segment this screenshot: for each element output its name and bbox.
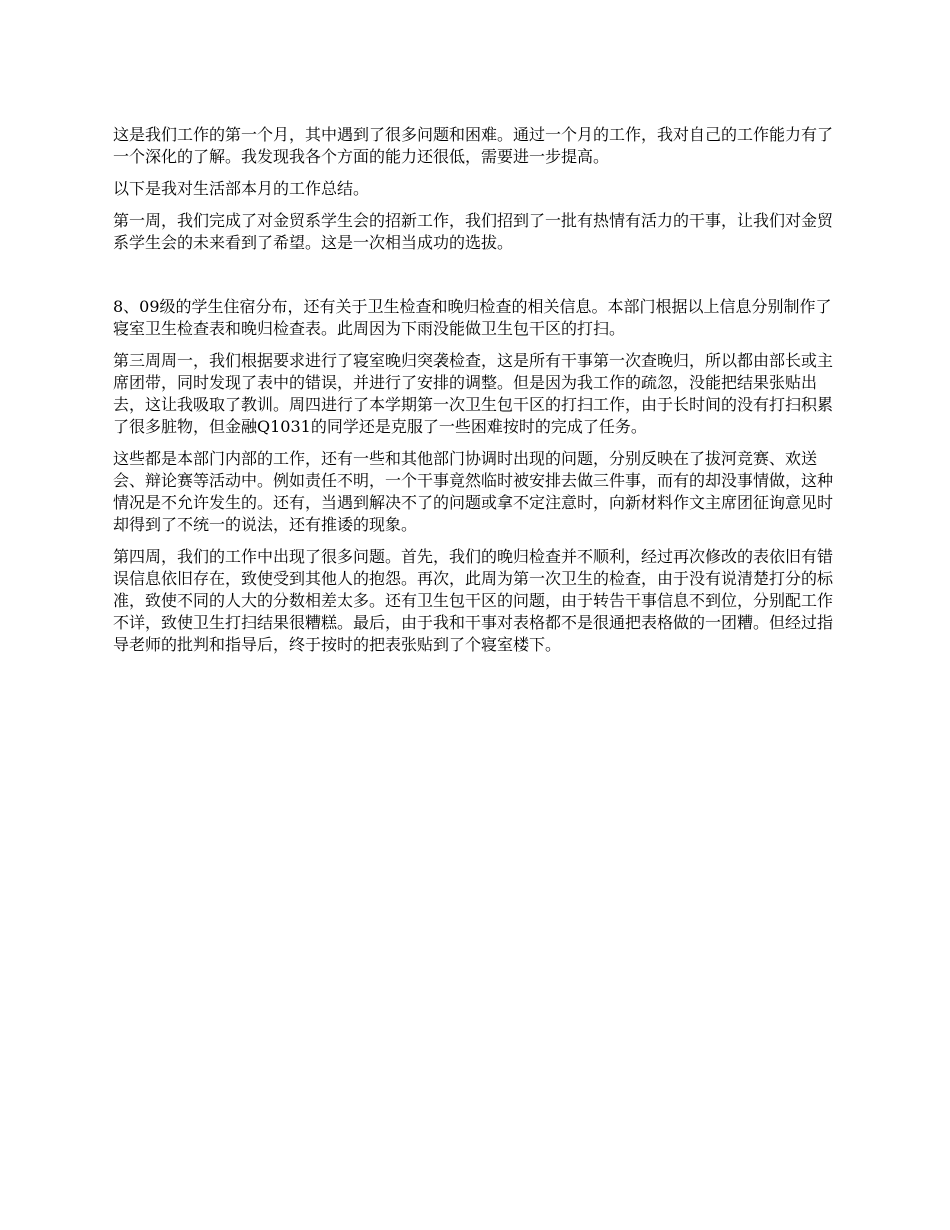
- document-body: [113, 124, 839, 666]
- paragraph-summary-lead: 以下是我对生活部本月的工作总结。: [113, 179, 370, 198]
- paragraph-coordination-issues: 这些都是本部门内部的工作，还有一些和其他部门协调时出现的问题，分别反映在了拔河竞赛、欢送会、辩论赛等活动中。例如责任不明，一个干事竟然临时被安排去做三件事，而有的却没事情做，这种情况是不允许发生的。还有，当遇到解决不了的问题或拿不定注意时，向新材料作文主席团征询意见时却得到了不统一的说法，还有推诿的现象。: [113, 449, 834, 534]
- paragraph-intro: 这是我们工作的第一个月，其中遇到了很多问题和困难。通过一个月的工作，我对自己的工作能力有了一个深化的了解。我发现我各个方面的能力还很低，需要进一步提高。: [113, 125, 834, 166]
- paragraph-week-three: 第三周周一，我们根据要求进行了寝室晚归突袭检查，这是所有干事第一次查晚归，所以都由部长或主席团带，同时发现了表中的错误，并进行了安排的调整。但是因为我工作的疏忽，没能把结果张贴出去，这让我吸取了教训。周四进行了本学期第一次卫生包干区的打扫工作，由于长时间的没有打扫积累了很多脏物，但金融Q1031的同学还是克服了一些困难按时的完成了任务。: [113, 351, 834, 436]
- paragraph-week-one: 第一周，我们完成了对金贸系学生会的招新工作，我们招到了一批有热情有活力的干事，让我们对金贸系学生会的未来看到了希望。这是一次相当成功的选拔。: [113, 211, 834, 252]
- paragraph-dormitory-info: 8、09级的学生住宿分布，还有关于卫生检查和晚归检查的相关信息。本部门根据以上信息分别制作了寝室卫生检查表和晚归检查表。此周因为下雨没能做卫生包干区的打扫。: [113, 297, 832, 338]
- paragraph-week-four: 第四周，我们的工作中出现了很多问题。首先，我们的晚归检查并不顺利，经过再次修改的表依旧有错误信息依旧存在，致使受到其他人的抱怨。再次，此周为第一次卫生的检查，由于没有说清楚打分的标准，致使不同的人大的分数相差太多。还有卫生包干区的问题，由于转告干事信息不到位，分别配工作不详，致使卫生打扫结果很糟糕。最后，由于我和干事对表格都不是很通把表格做的一团糟。但经过指导老师的批判和指导后，终于按时的把表张贴到了个寝室楼下。: [113, 547, 834, 654]
- paragraph-gap: [113, 264, 839, 296]
